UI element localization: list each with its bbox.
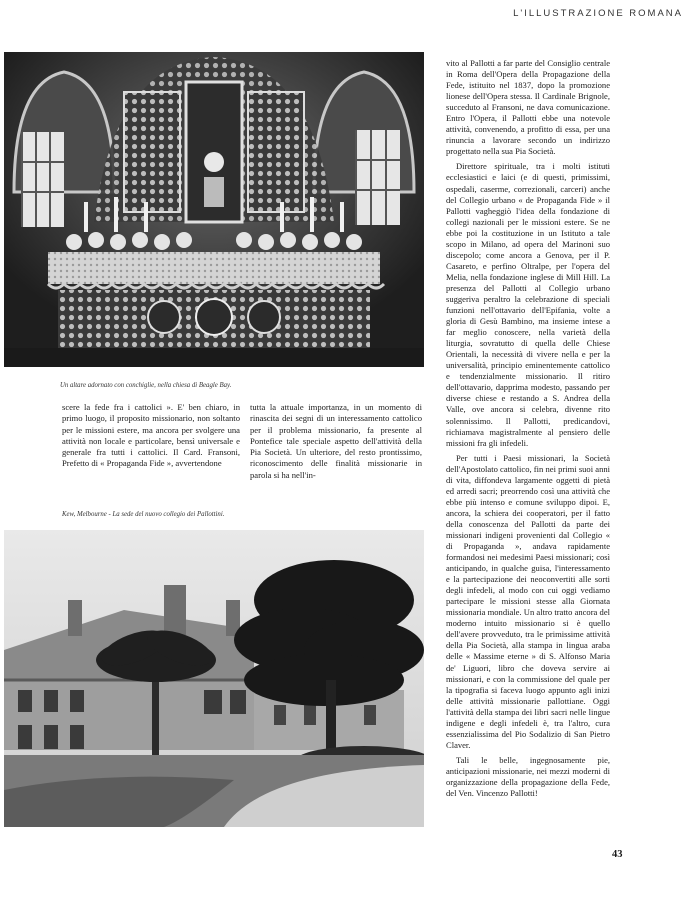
paragraph: Per tutti i Paesi missionari, la Società dell'Apostolato cattolico, fin nei primi suoi anni di vita, diffondeva largamente oggetti di pietà ed arredi sacri; preorrendo così una attività che ebbe più intenso e comune sviluppo dipoi. E, ancora, la schiera dei cooperatori, per il fatto della conoscenza del Pallotti da parte dei missionari indigeni provenienti dal Collegio « di Propaganda », andava rapidamente formandosi nei medesimi Paesi missionari; così anticipando, in qualche guisa, l'interessamento e la partecipazione dei neoconvertiti alle sorti degli infedeli, al modo con cui oggi vediamo partecipare le missioni stesse alla Giornata missionaria mondiale. Un altro tratto ancora del moderno intuito missionario si è quello dell'avere provveduto, tra le primissime attività della Pia Società, alla stampa in lingua araba delle « Massime eterne » di S. Alfonso Maria de' Liguori, libro che doveva servire ai missionari, e con la commissione del quale per la tipografia si faceva luogo appunto agli inizi delle attività missionarie pallottiane. Oggi l'attività della stampa dei libri sacri nelle lingue indigene e degli infedeli è, tra l'altro, cura essenzialissima del Pio Sodalizio di San Pietro Claver. (446, 452, 610, 750)
college-photo (4, 530, 424, 827)
paragraph: Tali le belle, ingegnosamente pie, anticipazioni missionarie, nei mezzi moderni di organizzazione della propagazione della Fede, del Ven. Vincenzo Pallotti! (446, 754, 610, 799)
running-head: L'ILLUSTRAZIONE ROMANA (513, 8, 683, 19)
paragraph: tutta la attuale importanza, in un momento di rinascita dei segni di un interessamento cattolico per il problema missionario, fa presente al Pontefice tale speciale aspetto dell'attività della Pia Società. Un ulteriore, del resto prontissimo, riconoscimento delle finalità missionarie in parola si ha nell'in- (250, 402, 422, 480)
altar-photo-drawing (4, 52, 424, 367)
page-number: 43 (612, 849, 623, 860)
text-column-right (446, 58, 610, 803)
paragraph: Direttore spirituale, tra i molti istituti ecclesiastici e laici (e di questi, primissimi, ospedali, caserme, correzionali, carceri) anche del Collegio urbano « de Propaganda Fide » il Pallotti vagheggiò l'idea della fondazione di collegi nazionali per le missioni estere. Se ne ebbe poi la costituzione in un Istituto a tale scopo in Milano, ad opera del Marinoni suo discepolo; come ancora a Genova, per il P. Casareto, e perfino Oltralpe, per l'opera del Melia, nella fondazione inglese di Mill Hill. La presenza del Pallotti al Collegio urbano suggeriva peraltro la celebrazione di speciali funzioni nell'ottavario dell'Epifania, volte a gloria di Gesù Bambino, ma insieme intese a far meglio conoscere, nella varietà della liturgia, sovratutto di quella delle Chiese Orientali, la necessità di vivere nella e per la universalità, principio eminentemente cattolico e tendenzialmente missionario. Il ritiro dell'ottavario, dapprima modesto, passando per diverse chiese e restando a S. Andrea della Valle, ove ancora si celebra, divenne rito solennissimo. Il Pallotti, predicandovi, richiamava magistralmente al pensiero delle missioni fra gli infedeli. (446, 161, 610, 448)
caption-altar: Un altare adornato con conchiglie, nella chiesa di Beagle Bay. (60, 382, 232, 389)
altar-photo (4, 52, 424, 367)
text-column-left-a (62, 402, 240, 474)
text-column-left-b (250, 402, 422, 485)
paragraph: scere la fede fra i cattolici ». E' ben chiaro, in primo luogo, il proposito missionario, non soltanto per le missioni estere, ma ancora per svolgere una attività non locale e particolare, bensì universale e generale fra tutti i cattolici. Il Card. Fransoni, Prefetto di « Propaganda Fide », avvertendone (62, 402, 240, 469)
caption-college: Kew, Melbourne - La sede del nuovo collegio dei Pallottini. (62, 511, 225, 518)
paragraph: vito al Pallotti a far parte del Consiglio centrale in Roma dell'Opera della Propagazione della Fede, istituito nel 1837, dopo la promozione lionese dell'Opera stessa. Il Cardinale Brignole, succeduto al Fransoni, ne dava comunicazione. Entro l'Opera, il Pallotti ebbe una notevole attività, convenendo, a profitto di essa, per una rinuncia a lavorare secondo un indirizzo progettato nella sua Pia Società. (446, 58, 610, 157)
college-photo-drawing (4, 530, 424, 827)
